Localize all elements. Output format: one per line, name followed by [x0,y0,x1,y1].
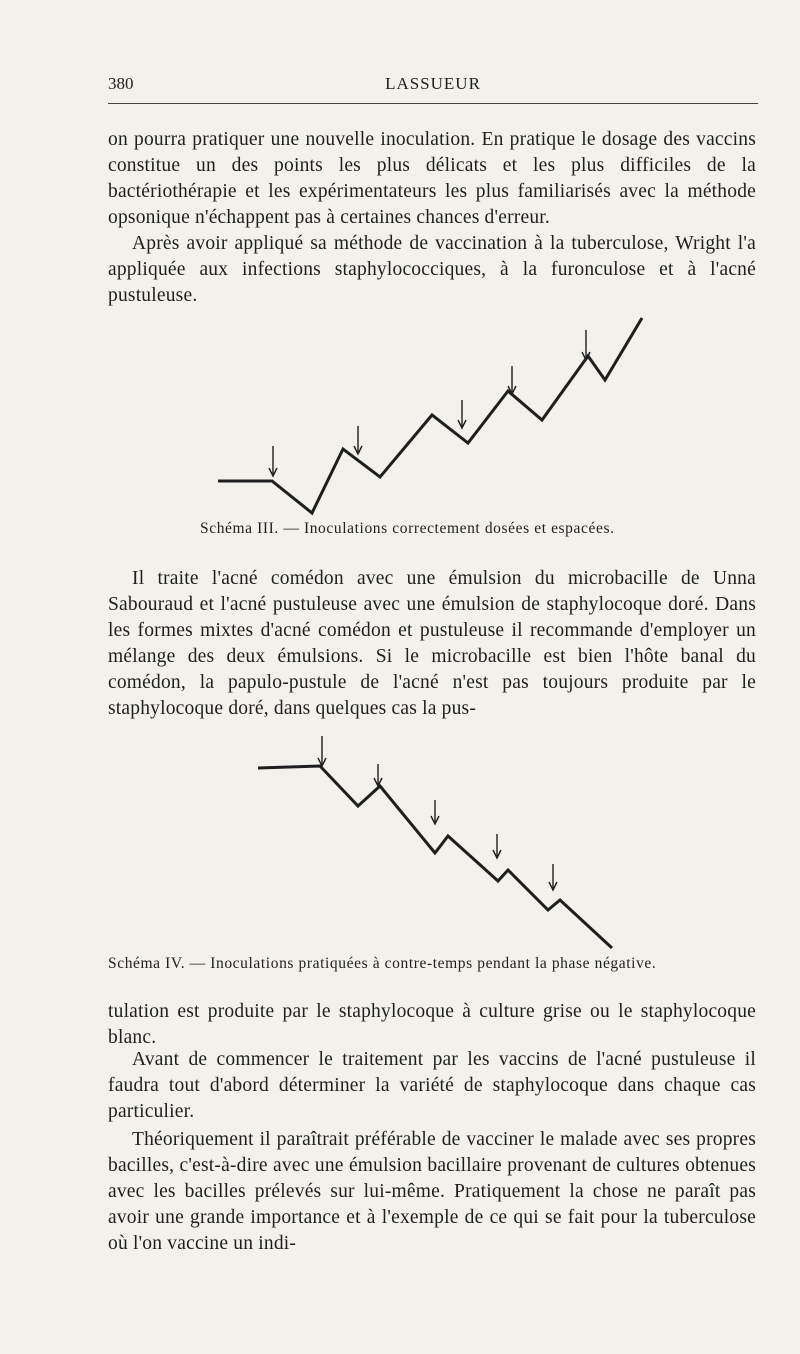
paragraph-wright: Après avoir appliqué sa méthode de vaccination à la tuberculose, Wright l'a appliquée aux infections staphylococciques, à la furonculose et à l'acné pustuleuse. [108,233,756,306]
paragraph-variety: Avant de commencer le traitement par les vaccins de l'acné pustuleuse il faudra tout d'abord déterminer la variété de staphylocoque dans chaque cas particulier. [108,1049,756,1122]
schema-4-arrows [318,736,557,890]
running-header [108,74,758,98]
schema-3-caption: Schéma III. — Inoculations correctement dosées et espacées. [200,520,615,537]
paragraph-pustulation: tulation est produite par le staphylocoque à culture grise ou le staphylocoque blanc. [108,1001,756,1048]
schema-3-curve [200,300,670,520]
schema-3-line [218,318,642,513]
header-rule [108,103,758,104]
page-number: 380 [108,74,134,93]
schema-4-line [258,766,612,948]
schema-4-curve [240,730,640,950]
schema-4-figure [240,730,640,950]
schema-3-figure [200,300,670,520]
paragraph-acne-treatment: Il traite l'acné comédon avec une émulsion du microbacille de Unna Sabouraud et l'acné pustuleuse avec une émulsion de staphylocoque doré. Dans les formes mixtes d'acné comédon et pustuleuse il recommande d'employer un mélange des deux émulsions. Si le microbacille est bien l'hôte banal du comédon, la papulo-pustule de l'acné n'est pas toujours produite par le staphylocoque doré, dans quelques cas la pus- [108,568,756,719]
schema-4-caption: Schéma IV. — Inoculations pratiquées à contre-temps pendant la phase négative. [108,955,657,972]
paragraph-theory: Théoriquement il paraîtrait préférable de vacciner le malade avec ses propres bacilles, c'est-à-dire avec une émulsion bacillaire provenant de cultures obtenues avec les bacilles prélevés sur lui-même. Pratiquement la chose ne paraît pas avoir une grande importance et à l'exemple de ce qui se fait pour la tuberculose où l'on vaccine un indi- [108,1129,756,1254]
paragraph-dosage: on pourra pratiquer une nouvelle inoculation. En pratique le dosage des vaccins constitue un des points les plus délicats et les plus difficiles de la bactériothérapie et les expérimentateurs les plus familiarisés avec la méthode opsonique n'échappent pas à certaines chances d'erreur. [108,129,756,228]
running-title: LASSUEUR [385,74,481,93]
schema-3-arrows [269,330,590,476]
